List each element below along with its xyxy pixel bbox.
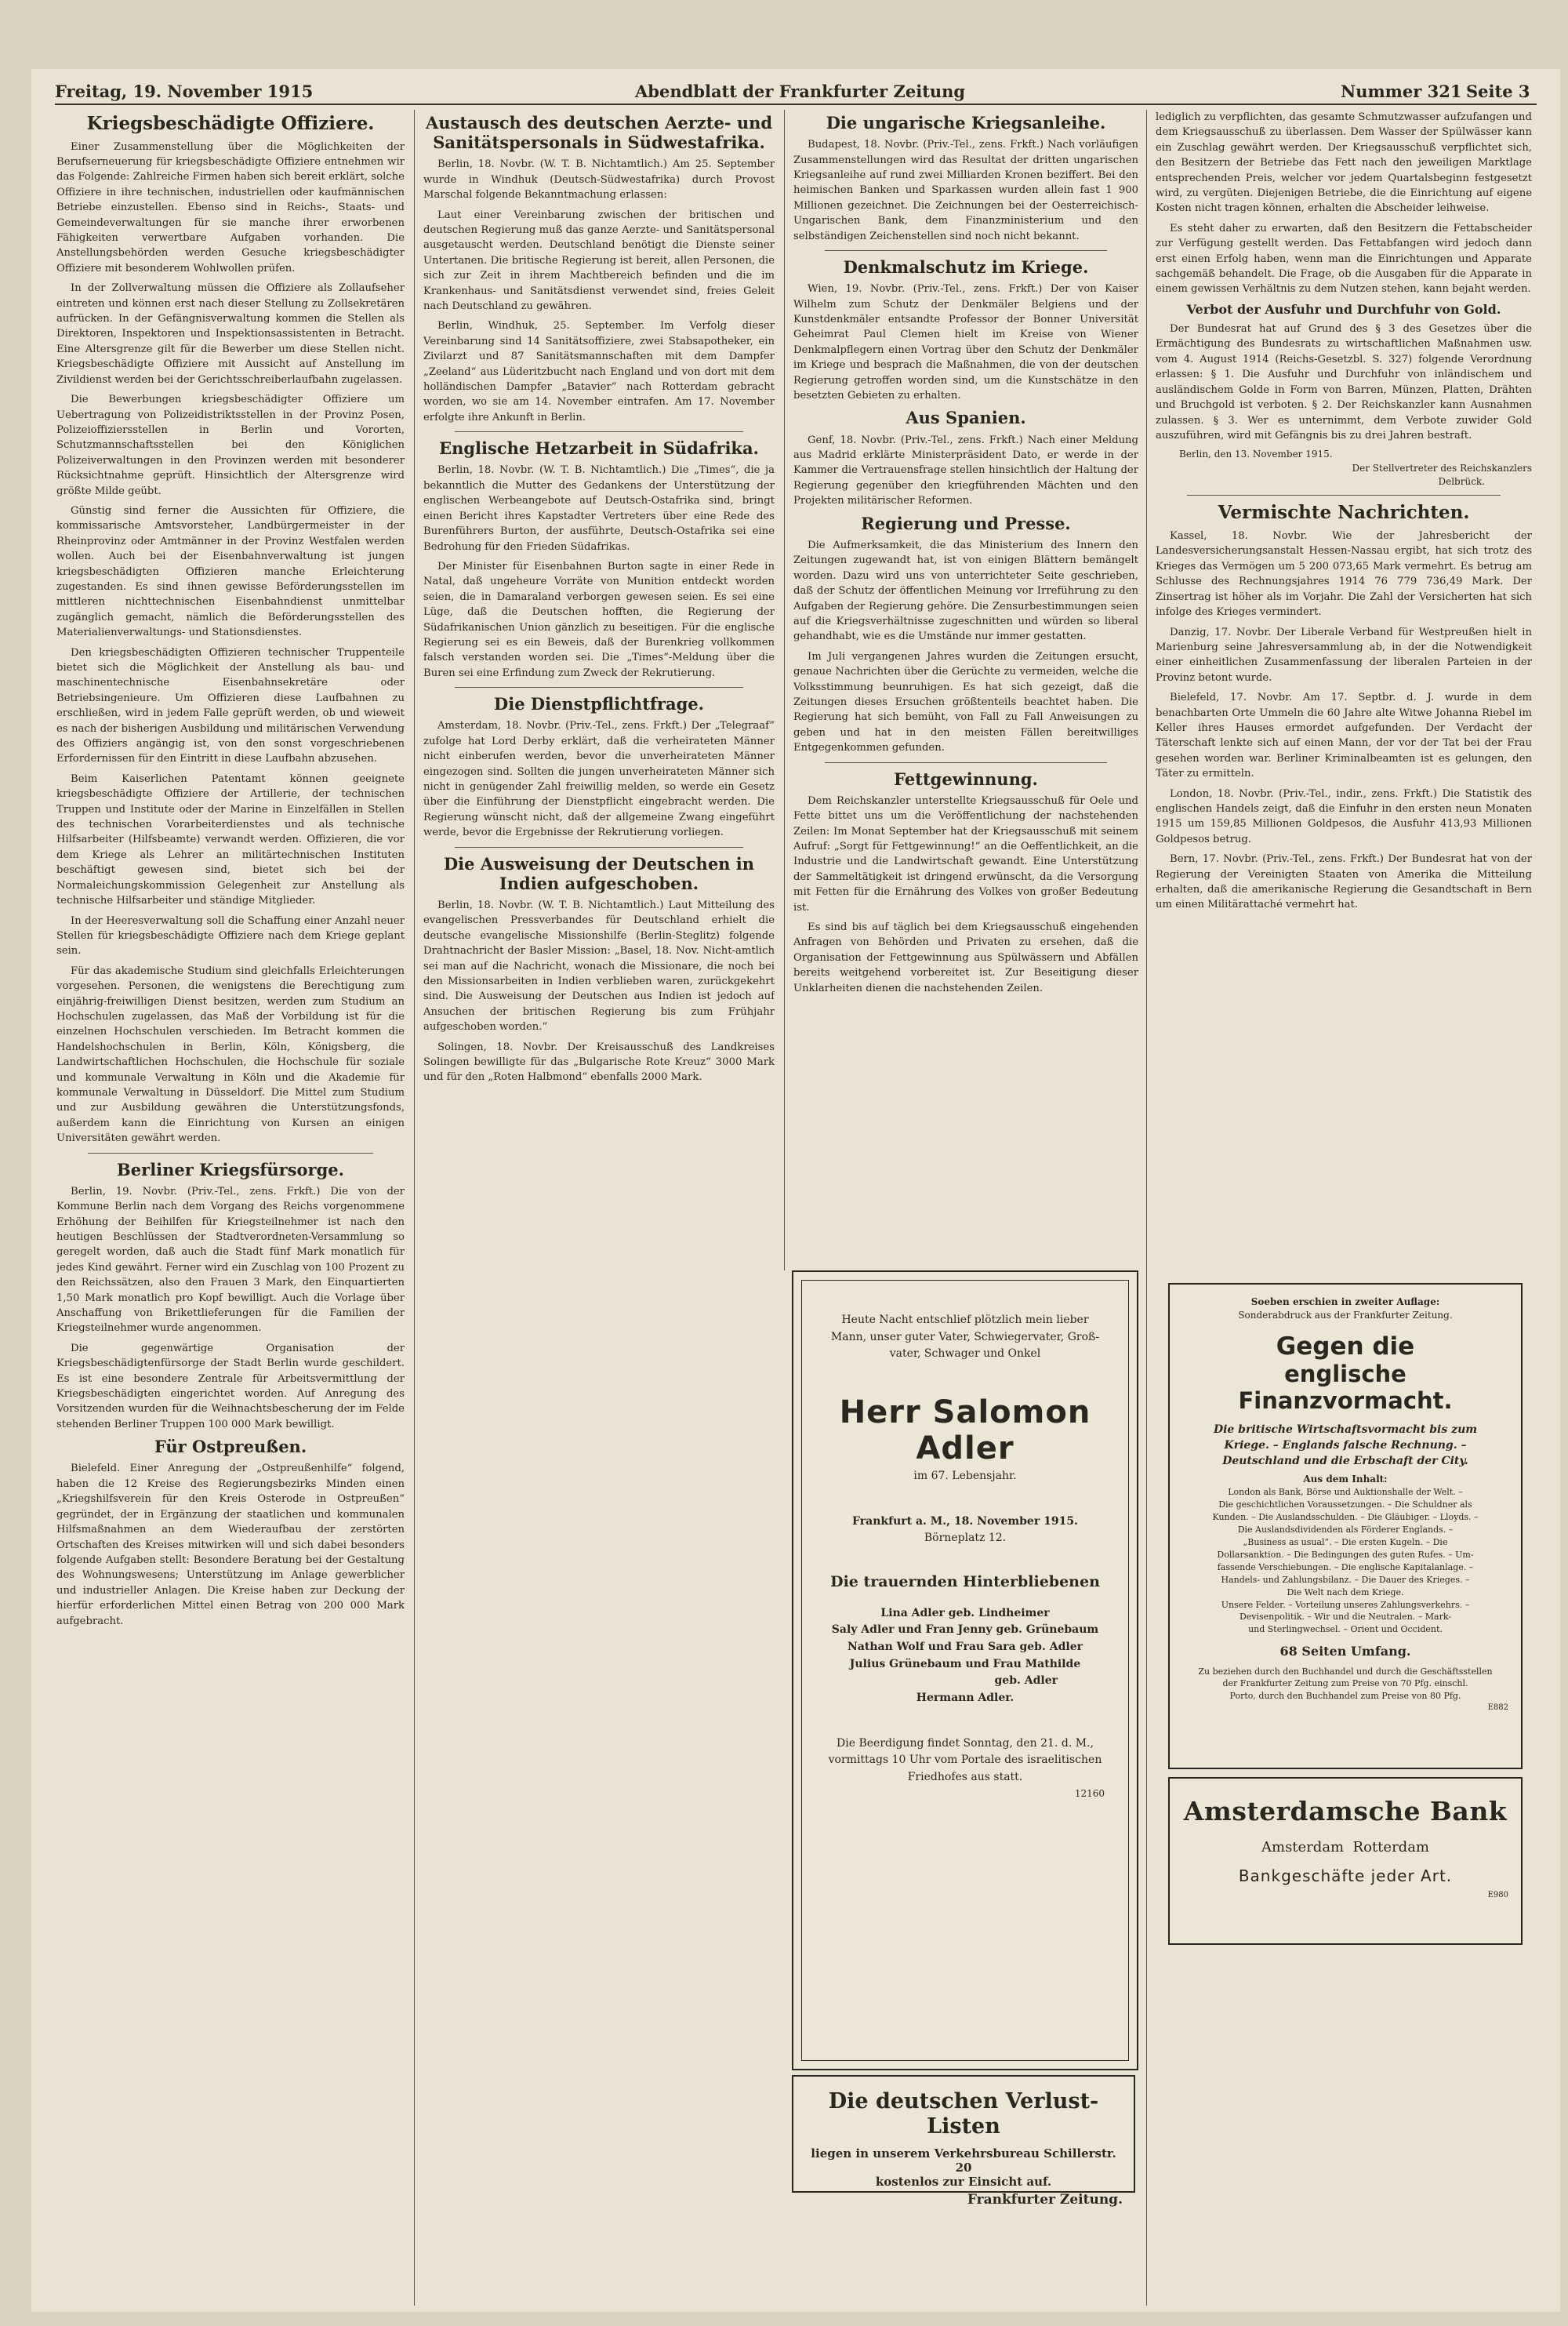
paragraph: Amsterdam, 18. Novbr. (Priv.-Tel., zens. Frkft.) Der „Telegraaf“ zufolge hat Lord Derby erklärt, daß die verheirateten Männer nicht einberufen werden, bevor die unverheirateten Männer eingezogen sind. Sollten die jungen unverheirateten Männer sich nicht in genügender Zahl freiwillig melden, so werde ein Gesetz über die Einführung der Dienstpflicht eingebracht werden. Die Regierung wünscht nicht, daß der allgemeine Zwang eingeführt werde, bevor die Ergebnisse der Rekrutierung vorliegen. bbox=[423, 720, 775, 839]
contents-line: Devisenpolitik. – Wir und die Neutralen. – Mark- bbox=[1239, 1612, 1452, 1623]
paragraph: lediglich zu verpflichten, das gesamte Schmutzwasser aufzufangen und dem Kriegsausschuß zu überlassen. Dem Wasser der Spülwässer kann ein Zuschlag gewährt werden. Der Kriegsausschuß verpflichtet sich, den Besitzern der Betriebe das Fett nach den jeweiligen Marktlage entsprechenden Preis, welcher vor jedem Quartalsbeginn festgesetzt wird, zu vergüten. Diejenigen Betriebe, die die Einrichtung auf eigene Kosten nicht tragen können, erhalten die Abscheider leihweise. bbox=[1156, 111, 1532, 215]
ad-line: liegen in unserem Verkehrsbureau Schillerstr. 20 bbox=[811, 2146, 1116, 2175]
headline: Englische Hetzarbeit in Südafrika. bbox=[439, 438, 759, 459]
notice-line: Heute Nacht entschlief plötzlich mein lieber bbox=[841, 1314, 1089, 1326]
contents-line: London als Bank, Börse und Auktionshalle der Welt. – bbox=[1228, 1487, 1463, 1498]
headline: Verbot der Ausfuhr und Durchfuhr von Gold. bbox=[1186, 301, 1501, 317]
paragraph: Wien, 19. Novbr. (Priv.-Tel., zens. Frkft.) Der von Kaiser Wilhelm zum Schutz der Denkmäler Belgiens und der Kunstdenkmäler entsandte Professor der Bonner Universität Geheimrat Paul Clemen hielt im Kreise von Wiener Denkmalpflegern einen Vortrag über den Schutz der Denkmäler im Kriege und besprach die Maßnahmen, die von der deutschen Regierung getroffen worden sind, um die Kunstschätze in den besetzten Gebieten zu erhalten. bbox=[793, 283, 1138, 402]
deceased-age: im 67. Lebensjahr. bbox=[913, 1470, 1017, 1483]
paragraph: Im Juli vergangenen Jahres wurden die Zeitungen ersucht, genaue Nachrichten über die Gerüchte zu vermeiden, welche die Volksstimmung beunruhigen. Es hat sich gezeigt, daß die Zeitungen dieses Ersuchen größtenteils beachtet haben. Die Regierung hat sich bemüht, von Fall zu Fall Anweisungen zu geben und hat in den meisten Fällen bereitwilliges Entgegenkommen gefunden. bbox=[793, 650, 1138, 754]
paragraph: Dem Reichskanzler unterstellte Kriegsausschuß für Oele und Fette bittet uns um die Veröffentlichung der nachstehenden Zeilen: Im Monat September hat der Kriegsausschuß mit seinem Aufruf: „Sorgt für Fettgewinnung!“ an die Oeffentlichkeit, an die Industrie und die Landwirtschaft gewandt. Eine Unterstützung der Sammeltätigkeit ist dringend erwünscht, da die Versorgung mit Fetten für die Ernährung des Volkes von großer Bedeutung ist. bbox=[793, 794, 1138, 914]
contents-line: Handels- und Zahlungsbilanz. – Die Dauer des Krieges. – bbox=[1221, 1574, 1470, 1585]
mourner: Lina Adler geb. Lindheimer bbox=[880, 1606, 1050, 1619]
mourner: geb. Adler bbox=[994, 1674, 1058, 1688]
paragraph: Einer Zusammenstellung über die Möglichkeiten der Berufserneuerung für kriegsbeschädigte Offiziere entnehmen wir das Folgende: Zahlreiche Firmen haben sich bereit erklärt, solche Offiziere in ihre technischen, industriellen oder kaufmännischen Betriebe einzustellen. Ebenso sind in Reichs-, Staats- und Gemeindeverwaltungen für sie manche ihrer erworbenen Fähigkeiten verwertbare Aufgaben vorhanden. Die Anstellungsbehörden werden Gesuche kriegsbeschädigter Offiziere mit besonderem Wohlwollen prüfen. bbox=[56, 140, 405, 274]
divider bbox=[88, 1153, 373, 1154]
paragraph: Der Bundesrat hat auf Grund des § 3 des Gesetzes über die Ermächtigung des Bundesrats zu wirtschaftlichen Maßnahmen usw. vom 4. August 1914 (Reichs-Gesetzbl. S. 327) folgende Verordnung erlassen: § 1. Die Ausfuhr und Durchfuhr von inländischem und ausländischem Golde in Form von Barren, Münzen, Platten, Drähten und Bruchgold ist verboten. § 2. Der Reichskanzler kann Ausnahmen zulassen. § 3. Wer es unternimmt, dem Verbote zuwider Gold auszuführen, wird mit Gefängnis bis zu drei Jahren bestraft. bbox=[1156, 323, 1532, 442]
paragraph: Berlin, 19. Novbr. (Priv.-Tel., zens. Frkft.) Die von der Kommune Berlin nach dem Vorgang des Reichs vorgenommene Erhöhung der Beihilfen für Kriegsteilnehmer ist nach den heutigen Beschlüssen der Stadtverordneten-Versammlung so geregelt worden, daß auch die Stadt fünf Mark monatlich für jedes Kind gewährt. Ferner wird ein Zuschlag von 100 Prozent zu den Reichssätzen, also den Frauen 3 Mark, den Einquartierten 1,50 Mark monatlich pro Kopf bewilligt. Auch die Vorlage über Anschaffung von Brikettlieferungen für die Familien der Kriegsteilnehmer wurde angenommen. bbox=[56, 1185, 405, 1335]
funeral-info: Friedhofes aus statt. bbox=[907, 1771, 1023, 1784]
paragraph: Berlin, 18. Novbr. (W. T. B. Nichtamtlich.) Am 25. September wurde in Windhuk (Deutsch-Südwestafrika) durch Provost Marschal folgende Bekanntmachung erlassen: bbox=[423, 158, 775, 202]
notice-street: Börneplatz 12. bbox=[924, 1532, 1007, 1545]
headline: Die Dienstpflichtfrage. bbox=[494, 694, 704, 714]
paragraph: Kassel, 18. Novbr. Wie der Jahresbericht der Landesversicherungsanstalt Hessen-Nassau ergibt, hat sich trotz des Krieges das Vermögen um 5 200 073,65 Mark vermehrt. Es betrug am Schlusse des Rechnungsjahres 1914 76 779 736,49 Mark. Der Zinsertrag ist höher als im Vorjahr. Die Zahl der Versicherten hat sich infolge des Krieges vermindert. bbox=[1156, 530, 1532, 619]
contents-line: Kunden. – Die Auslandsschulden. – Die Gläubiger. – Lloyds. – bbox=[1212, 1511, 1479, 1522]
paragraph: Den kriegsbeschädigten Offizieren technischer Truppenteile bietet sich die Möglichkeit der Anstellung als bau- und maschinentechnische Eisenbahnsekretäre oder Betriebsingenieure. Um Offizieren diese Laufbahnen zu erschließen, wird in jedem Falle geprüft werden, ob und wieweit es nach der bisherigen Ausbildung und militärischen Verwendung des Offiziers angängig ist, von den sonst vorgeschriebenen Erfordernissen für den Eintritt in diese Laufbahn abzusehen. bbox=[56, 646, 405, 765]
paragraph: London, 18. Novbr. (Priv.-Tel., indir., zens. Frkft.) Die Statistik des englischen Handels zeigt, daß die Einfuhr in den ersten neun Monaten 1915 um 159,85 Millionen Goldpesos, die Ausfuhr 413,93 Millionen Goldpesos betrug. bbox=[1156, 787, 1532, 845]
contents-line: „Business as usual“. – Die ersten Kugeln. – Die bbox=[1243, 1536, 1448, 1547]
ad-code: 12160 bbox=[1074, 1787, 1105, 1799]
headline: Regierung und Presse. bbox=[861, 513, 1071, 533]
bank-cities: Amsterdam Rotterdam bbox=[1261, 1839, 1429, 1855]
column-3 bbox=[793, 110, 1138, 1255]
masthead-number: Nummer 321 bbox=[1341, 82, 1462, 101]
loss-lists-ad bbox=[792, 2075, 1135, 2208]
paragraph: Der Minister für Eisenbahnen Burton sagte in einer Rede in Natal, daß ungeheure Vorräte von Munition entdeckt worden seien, die in Damaraland verborgen gewesen seien. Es sei eine Lüge, daß die Deutschen hofften, die Regierung der Südafrikanischen Union gänzlich zu beseitigen. Für die englische Regierung sei es ein Beweis, daß der Burenkrieg vollkommen falsch verstanden worden sei. Die „Times“-Meldung über die Buren sei eine Erfindung zum Zweck der Rekrutierung. bbox=[423, 560, 775, 679]
page-count: 68 Seiten Umfang. bbox=[1279, 1644, 1411, 1659]
divider bbox=[455, 687, 743, 688]
paragraph: Berlin, 18. Novbr. (W. T. B. Nichtamtlich.) Die „Times“, die ja bekanntlich die Mutter des Gedankens der Unterstützung der englischen Werbeangebote auf Deutsch-Ostafrika sind, bringt einen Bericht ihres Kapstadter Vertreters über eine Rede des Burenführers Burton, der ausführte, Deutsch-Ostafrika sei eine Bedrohung für den Frieden Südafrikas. bbox=[423, 464, 775, 553]
column-rule bbox=[1146, 110, 1147, 2306]
notice-line: vater, Schwager und Onkel bbox=[889, 1347, 1041, 1361]
paragraph: Für das akademische Studium sind gleichfalls Erleichterungen vorgesehen. Personen, die wenigstens die Berechtigung zum einjährig-freiwilligen Dienst besitzen, werden zum Studium an Hochschulen zugelassen, das Maß der Vorbildung ist für die einzelnen Hochschulen verschieden. Im Betracht kommen die Handelshochschulen in Berlin, Köln, Königsberg, die Landwirtschaftlichen Hochschulen, die Hochschule für soziale und kommunale Verwaltung in Köln und die Akademie für kommunale Verwaltung in Düsseldorf. Die Mittel zum Studium und zur Ausbildung gewähren die Unterstützungsfonds, außerdem kann die Einrichtung von Kursen an einigen Universitäten gewährt werden. bbox=[56, 965, 405, 1145]
divider bbox=[455, 847, 743, 848]
paragraph: Bielefeld. Einer Anregung der „Ostpreußenhilfe“ folgend, haben die 12 Kreise des Regierungsbezirks Minden einen „Kriegshilfsverein für den Kreis Osterode in Ostpreußen“ gegründet, der in Ergänzung der staatlichen und kommunalen Hilfsmaßnahmen an dem Wiederaufbau der zerstörten Ortschaften des Kreises mitwirken will und sich dabei besonders folgende Aufgaben stellt: Besondere Beratung bei der Gestaltung des Wohnungswesens; Unterstützung im Anlage gewerblicher und industrieller Anlagen. Die Kreise haben zur Deckung der hierfür erforderlichen Mittel einen Betrag von 200 000 Mark aufgebracht. bbox=[56, 1463, 405, 1627]
paragraph: Bern, 17. Novbr. (Priv.-Tel., zens. Frkft.) Der Bundesrat hat von der Regierung der Vereinigten Staaten von Amerika die Mitteilung erhalten, daß die amerikanische Regierung die Gesandtschaft in Bern um einen Militärattaché vermehrt hat. bbox=[1156, 853, 1532, 911]
column-2 bbox=[423, 110, 775, 2302]
paragraph: Bielefeld, 17. Novbr. Am 17. Septbr. d. J. wurde in dem benachbarten Orte Ummeln die 60 Jahre alte Witwe Johanna Riebel im Keller ihres Hauses ermordet aufgefunden. Der Verdacht der Täterschaft lenkte sich auf einen Mann, der vor der Tat bei der Frau gesehen worden war. Berliner Kriminalbeamten ist es gelungen, den Täter zu ermitteln. bbox=[1156, 692, 1532, 780]
ad-code: E980 bbox=[1487, 1891, 1508, 1899]
notice-line: Mann, unser guter Vater, Schwiegervater, Groß- bbox=[830, 1330, 1100, 1343]
contents-line: und Sterlingwechsel. – Orient und Occident. bbox=[1248, 1624, 1443, 1635]
masthead-page: Seite 3 bbox=[1466, 82, 1530, 101]
column-4 bbox=[1156, 110, 1532, 1275]
masthead-paper: Abendblatt der Frankfurter Zeitung bbox=[635, 82, 966, 101]
headline: Denkmalschutz im Kriege. bbox=[843, 257, 1089, 278]
paragraph: Solingen, 18. Novbr. Der Kreisausschuß des Landkreises Solingen bewilligte für das „Bulgarische Rote Kreuz“ 3000 Mark und für den „Roten Halbmond“ ebenfalls 2000 Mark. bbox=[423, 1041, 775, 1084]
divider bbox=[1187, 495, 1501, 496]
paragraph: Genf, 18. Novbr. (Priv.-Tel., zens. Frkft.) Nach einer Meldung aus Madrid erklärte Ministerpräsident Dato, er werde in der Kammer die Vertrauensfrage stellen hinsichtlich der Haltung der Regierung gegenüber den kriegführenden Mächten und den Projekten militärischer Reformen. bbox=[793, 434, 1138, 507]
headline: Die ungarische Kriegsanleihe. bbox=[826, 113, 1106, 133]
book-title: englische Finanzvormacht. bbox=[1238, 1360, 1453, 1414]
book-subtitle: Deutschland und die Erbschaft der City. bbox=[1222, 1455, 1468, 1468]
mourner: Julius Grünebaum und Frau Mathilde bbox=[849, 1657, 1081, 1670]
paragraph: Die gegenwärtige Organisation der Kriegsbeschädigtenfürsorge der Stadt Berlin wurde geschildert. Es ist eine besondere Zentrale für Arbeitsvermittlung der Kriegsbeschädigten eingerichtet worden. Auf Anregung des Vorsitzenden wurden für die Weihnachtsbescherung der im Felde stehenden Berliner Truppen 100 000 Mark bewilligt. bbox=[56, 1342, 405, 1430]
paragraph: Es steht daher zu erwarten, daß den Besitzern die Fettabscheider zur Verfügung gestellt werden. Das Fettabfangen wird jedoch dann erst einen Erfolg haben, wenn man die Einrichtungen und Apparate sachgemäß behandelt. Die Frage, ob die Ausgaben für die Apparate in einem gewissen Verhältnis zu dem Nutzen stehen, kann bejaht werden. bbox=[1156, 222, 1532, 296]
paragraph: Die Aufmerksamkeit, die das Ministerium des Innern den Zeitungen zugewandt hat, ist von einigen Blättern bemängelt worden. Dazu wird uns von unterrichteter Seite geschrieben, daß der Schutz der öffentlichen Meinung vor Irreführung zu den Aufgaben der Regierung gehöre. Die Zensurbestimmungen seien auf die Kriegsverhältnisse zugeschnitten und würden so liberal gehandhabt, wie es die Umstände nur immer gestatten. bbox=[793, 539, 1138, 643]
paragraph: Die Bewerbungen kriegsbeschädigter Offiziere um Uebertragung von Polizeidistriktsstellen in der Provinz Posen, Polizeioffiziersstellen in Berlin und Vororten, Schutzmannschaftsstellen bei den Königlichen Polizeiverwaltungen in den Provinzen werden mit besonderer Rücksichtnahme geprüft. Hinsichtlich der Altersgrenze wird größte Milde geübt. bbox=[56, 394, 405, 497]
paragraph: Laut einer Vereinbarung zwischen der britischen und deutschen Regierung muß das ganze Aerzte- und Sanitätspersonal ausgetauscht werden. Deutschland benötigt die Dienste seiner Untertanen. Die britische Regierung ist bereit, allen Personen, die sich zur Zeit in ihrem Machtbereich befinden und die im Krankenhaus- und Sanitätsdienst verwendet sind, freies Geleit nach Deutschland zu gewähren. bbox=[423, 209, 775, 313]
signature-name: Delbrück. bbox=[1438, 476, 1485, 488]
headline: Aus Spanien. bbox=[906, 408, 1026, 428]
headline: Die Ausweisung der Deutschen in Indien aufgeschoben. bbox=[443, 853, 755, 893]
ad-line: Soeben erschien in zweiter Auflage: bbox=[1250, 1296, 1440, 1307]
contents-line: fassende Verschiebungen. – Die englische Kapitalanlage. – bbox=[1217, 1561, 1474, 1572]
paragraph: In der Zollverwaltung müssen die Offiziere als Zollaufseher eintreten und können erst nach dieser Stellung zu Zollsekretären aufrücken. In der Gefängnisverwaltung kommen die Stellen als Direktoren, Inspektoren und Inspektionsassistenten in Betracht. Eine Altersgrenze gilt für die Bewerber um diese Stellen nicht. Kriegsbeschädigte Offiziere mit Aussicht auf Anstellung im Zivildienst werden bei der Gerichtsschreiberlaufbahn zugelassen. bbox=[56, 282, 405, 386]
headline: Vermischte Nachrichten. bbox=[1218, 502, 1470, 524]
book-title: Gegen die bbox=[1276, 1332, 1415, 1361]
ad-line: kostenlos zur Einsicht auf. bbox=[875, 2174, 1052, 2189]
column-rule bbox=[784, 110, 785, 1270]
contents-line: Dollarsanktion. – Die Bedingungen des guten Rufes. – Um- bbox=[1217, 1549, 1474, 1560]
signature-title: Der Stellvertreter des Reichskanzlers bbox=[1352, 462, 1532, 474]
death-notice bbox=[792, 1270, 1138, 2070]
mourner: Saly Adler und Fran Jenny geb. Grünebaum bbox=[831, 1623, 1099, 1637]
ad-title: Die deutschen Verlust-Listen bbox=[828, 2089, 1099, 2139]
paragraph: In der Heeresverwaltung soll die Schaffung einer Anzahl neuer Stellen für kriegsbeschädigte Offiziere nach dem Kriege geplant sein. bbox=[56, 914, 405, 958]
contents-line: Unsere Felder. – Vorteilung unseres Zahlungsverkehrs. – bbox=[1221, 1599, 1470, 1610]
order-info: Porto, durch den Buchhandel zum Preise von 80 Pfg. bbox=[1229, 1691, 1461, 1702]
divider bbox=[825, 250, 1107, 251]
bank-ad bbox=[1168, 1777, 1523, 1945]
contents-line: Die Auslandsdividenden als Förderer Englands. – bbox=[1237, 1524, 1454, 1535]
column-rule bbox=[414, 110, 415, 2306]
ad-line: Sonderabdruck aus der Frankfurter Zeitung. bbox=[1238, 1310, 1453, 1321]
ad-signature: Frankfurter Zeitung. bbox=[967, 2191, 1123, 2208]
contents-line: Die Welt nach dem Kriege. bbox=[1287, 1586, 1404, 1597]
headline: Austausch des deutschen Aerzte- und Sanitätspersonals in Südwestafrika. bbox=[425, 113, 773, 153]
paragraph: Berlin, Windhuk, 25. September. Im Verfolg dieser Vereinbarung sind 14 Sanitätsoffiziere, zwei Stabsapotheker, ein Zivilarzt und 87 Sanitätsmannschaften mit dem Dampfer „Zeeland“ aus Lüderitzbucht nach England und von dort mit dem holländischen Dampfer „Batavier“ nach Rotterdam gebracht worden, wo sie am 14. November eintrafen. Am 17. November erfolgte ihre Ankunft in Berlin. bbox=[423, 320, 775, 423]
book-ad bbox=[1168, 1283, 1523, 1769]
notice-place: Frankfurt a. M., 18. November 1915. bbox=[852, 1514, 1078, 1528]
divider bbox=[825, 762, 1107, 763]
order-info: Zu beziehen durch den Buchhandel und durch die Geschäftsstellen bbox=[1198, 1666, 1493, 1677]
bank-slogan: Bankgeschäfte jeder Art. bbox=[1238, 1866, 1453, 1885]
mourner: Hermann Adler. bbox=[916, 1692, 1014, 1704]
divider bbox=[455, 431, 743, 432]
contents-line: Die geschichtlichen Voraussetzungen. – Die Schuldner als bbox=[1218, 1499, 1472, 1510]
mourner: Nathan Wolf und Frau Sara geb. Adler bbox=[848, 1640, 1083, 1653]
book-subtitle: Die britische Wirtschaftsvormacht bis zum bbox=[1213, 1423, 1478, 1436]
order-info: der Frankfurter Zeitung zum Preise von 70 Pfg. einschl. bbox=[1222, 1678, 1468, 1689]
contents-title: Aus dem Inhalt: bbox=[1303, 1473, 1388, 1485]
masthead bbox=[55, 77, 1537, 105]
headline: Kriegsbeschädigte Offiziere. bbox=[86, 113, 375, 134]
headline: Für Ostpreußen. bbox=[154, 1437, 307, 1457]
headline: Berliner Kriegsfürsorge. bbox=[117, 1159, 344, 1179]
headline: Fettgewinnung. bbox=[894, 769, 1038, 789]
mourners-title: Die trauernden Hinterbliebenen bbox=[830, 1573, 1100, 1591]
funeral-info: vormittags 10 Uhr vom Portale des israelitischen bbox=[828, 1754, 1102, 1767]
paragraph: Berlin, 18. Novbr. (W. T. B. Nichtamtlich.) Laut Mitteilung des evangelischen Pressverbandes für Deutschland erhielt die deutsche evangelische Missionshilfe (Berlin-Steglitz) folgende Drahtnachricht der Basler Mission: „Basel, 18. Nov. Nicht-amtlich sei man auf die Nachricht, wonach die Missionare, die noch bei den Missionsarbeiten in Indien verblieben waren, zurückgekehrt sind. Die Ausweisung der Deutschen aus Indien ist jedoch auf Ansuchen der britischen Regierung bis zum Frühjahr aufgeschoben worden.“ bbox=[423, 899, 775, 1034]
paragraph: Budapest, 18. Novbr. (Priv.-Tel., zens. Frkft.) Nach vorläufigen Zusammenstellungen wird das Resultat der dritten ungarischen Kriegsanleihe auf rund zwei Milliarden Kronen beziffert. Bei den heimischen Banken und Sparkassen wurden allein fast 1 900 Millionen gezeichnet. Die Zeichnungen bei der Oesterreichisch-Ungarischen Bank, dem Finanzministerium und den selbständigen Zeichenstellen sind noch nicht bekannt. bbox=[793, 139, 1138, 242]
ad-code: E882 bbox=[1487, 1703, 1508, 1713]
funeral-info: Die Beerdigung findet Sonntag, den 21. d. M., bbox=[837, 1736, 1094, 1750]
book-subtitle: Kriege. – Englands falsche Rechnung. – bbox=[1224, 1439, 1467, 1452]
paragraph: Günstig sind ferner die Aussichten für Offiziere, die kommissarische Amtsvorsteher, Landbürgermeister in der Rheinprovinz oder Amtmänner in der Provinz Westfalen werden wollen. Auch bei der Eisenbahnverwaltung ist jungen kriegsbeschädigten Offizieren manche Erleichterung zugestanden. Es sind ihnen gewisse Beförderungsstellen im mittleren nichttechnischen Eisenbahndienst unmittelbar zugänglich gemacht, nämlich die Beförderungsstellen des Materialienverwaltungs- und Stationsdienstes. bbox=[56, 504, 405, 639]
signature-date: Berlin, den 13. November 1915. bbox=[1179, 449, 1333, 460]
bank-name: Amsterdamsche Bank bbox=[1183, 1796, 1508, 1826]
deceased-name: Herr Salomon Adler bbox=[839, 1394, 1091, 1467]
paragraph: Danzig, 17. Novbr. Der Liberale Verband für Westpreußen hielt in Marienburg seine Jahresversammlung ab, in der die Notwendigkeit einer einheitlichen Zusammenfassung der liberalen Parteien in der Provinz betont wurde. bbox=[1156, 626, 1532, 684]
paragraph: Es sind bis auf täglich bei dem Kriegsausschuß eingehenden Anfragen von Behörden und Privaten zu ersehen, daß die Organisation der Fettgewinnung aus Spülwässern und Abfällen bereits weitgehend vorbereitet ist. Zur Beseitigung dieser Unklarheiten dienen die nachstehenden Zeilen. bbox=[793, 921, 1138, 994]
paragraph: Beim Kaiserlichen Patentamt können geeignete kriegsbeschädigte Offiziere der Artillerie, der technischen Truppen und Institute oder der Marine in Einzelfällen in Stellen des technischen Vorarbeiterdienstes und als technische Hilfsarbeiter (Hilfsbeamte) verwandt werden. Offizieren, die vor dem Kriege als Lehrer an militärtechnischen Instituten beschäftigt gewesen sind, bietet sich bei der Normaleichungskommission Gelegenheit zur Anstellung als technische Hilfsarbeiter und ständige Mitglieder. bbox=[56, 772, 405, 907]
column-1 bbox=[56, 110, 405, 2302]
masthead-date: Freitag, 19. November 1915 bbox=[55, 82, 314, 101]
